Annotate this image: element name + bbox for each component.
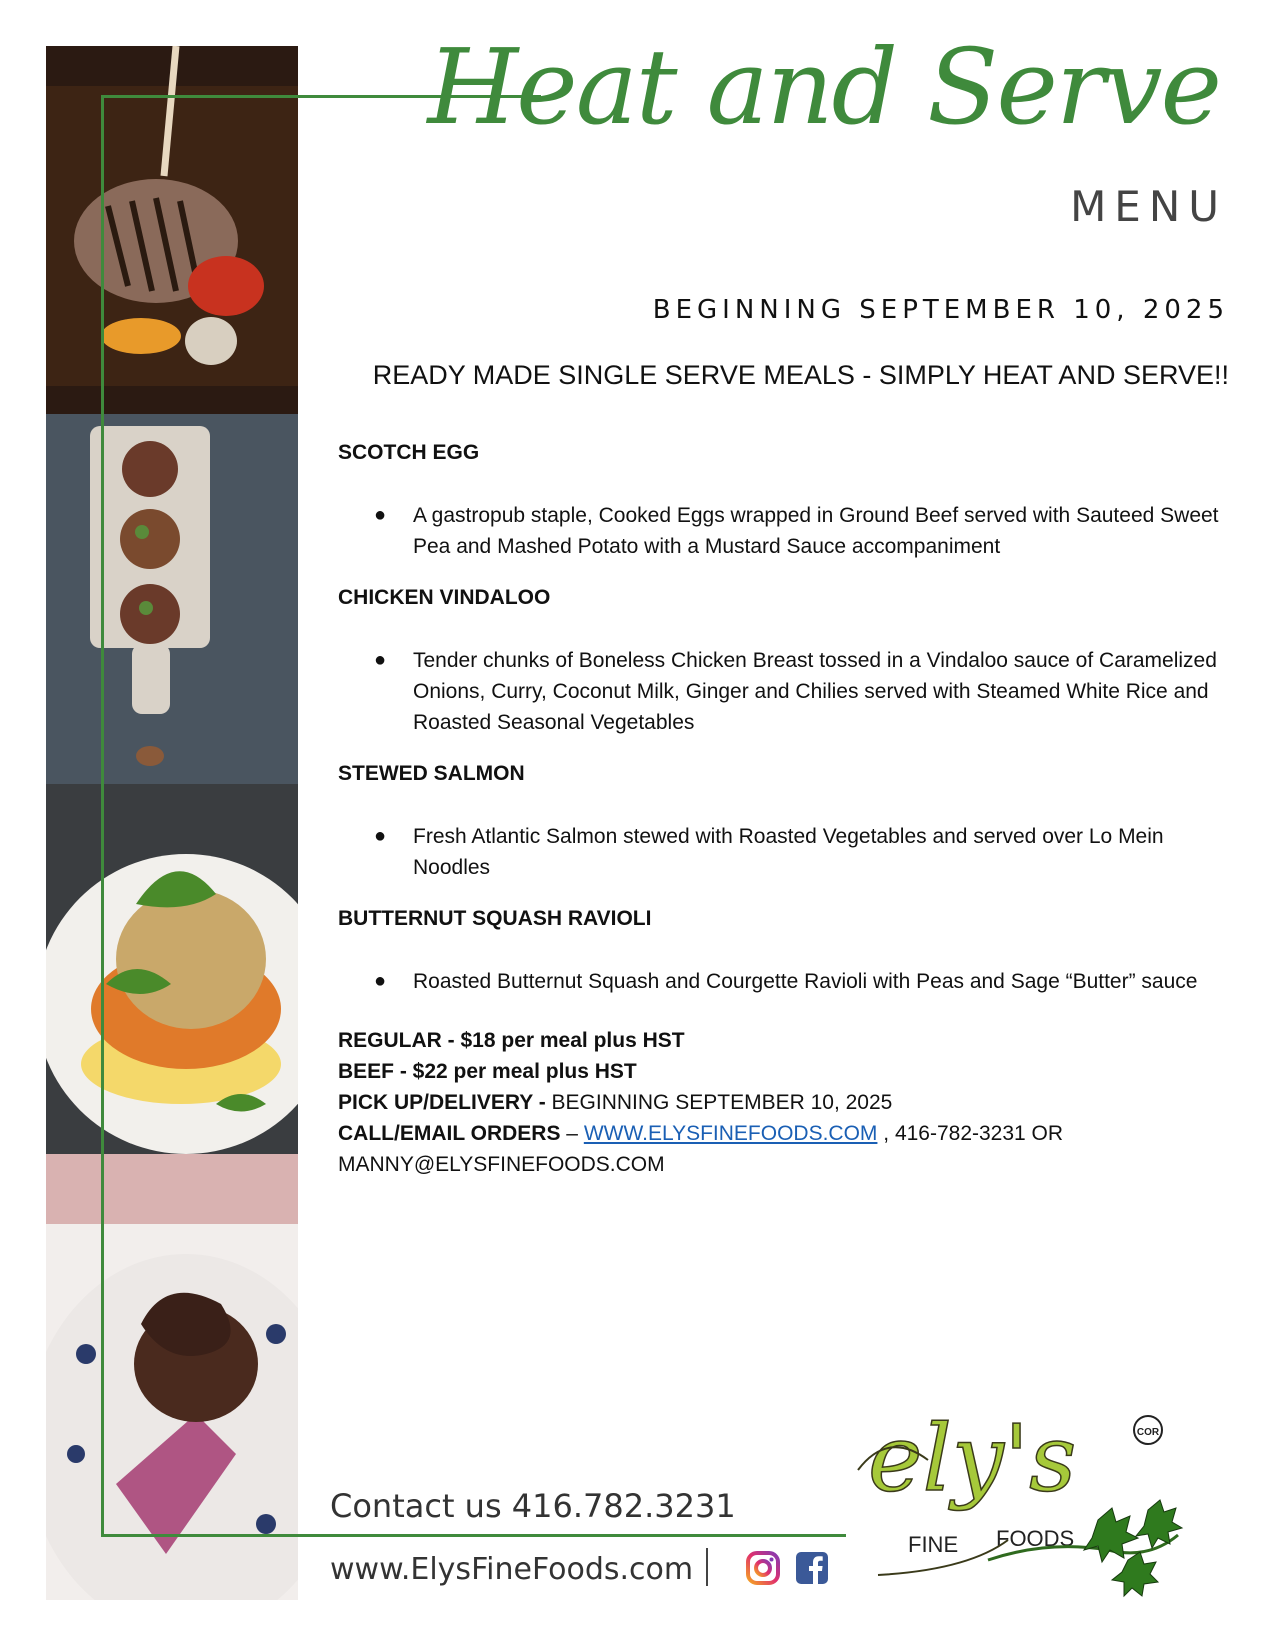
pickup-date: BEGINNING SEPTEMBER 10, 2025 — [545, 1091, 893, 1114]
orders-contact: , 416-782-3231 OR MANNY@ELYSFINEFOODS.COM — [338, 1122, 1064, 1176]
appetizer-board-photo — [46, 414, 298, 784]
regular-price: REGULAR - $18 per meal plus HST — [338, 1029, 685, 1052]
pricing-info — [338, 1025, 1228, 1180]
logo-fine: FINE — [908, 1532, 959, 1557]
beef-price: BEEF - $22 per meal plus HST — [338, 1060, 637, 1083]
menu-item-description: Tender chunks of Boneless Chicken Breast tossed in a Vindaloo sauce of Caramelized Onions, Curry, Coconut Milk, Ginger and Chilies served with Steamed White Rice and Roasted Seasonal Vegetables — [413, 649, 1217, 734]
lamb-chop-photo — [46, 46, 298, 414]
menu-item-name: SCOTCH EGG — [338, 441, 480, 464]
menu-item — [338, 437, 1228, 562]
tagline: READY MADE SINGLE SERVE MEALS - SIMPLY HEAT AND SERVE!! — [372, 360, 1229, 390]
bullet-icon: ● — [374, 649, 387, 671]
menu-item-name: CHICKEN VINDALOO — [338, 586, 551, 609]
frame-line-bottom — [101, 1534, 846, 1537]
stuffed-squash-photo — [46, 784, 298, 1154]
menu-item — [338, 582, 1228, 738]
facebook-icon[interactable] — [794, 1550, 830, 1586]
page-subtitle: MENU — [1070, 182, 1227, 231]
menu-item-description: Fresh Atlantic Salmon stewed with Roasted Vegetables and served over Lo Mein Noodles — [413, 825, 1164, 879]
photo-strip — [46, 46, 298, 1600]
website-link[interactable]: WWW.ELYSFINEFOODS.COM — [583, 1122, 878, 1145]
menu-item-name: STEWED SALMON — [338, 762, 525, 785]
logo-foods: FOODS — [996, 1526, 1075, 1551]
menu-content — [338, 437, 1228, 1180]
menu-item-description: A gastropub staple, Cooked Eggs wrapped in Ground Beef served with Sauteed Sweet Pea and Mashed Potato with a Mustard Sauce accompaniment — [413, 504, 1219, 558]
pickup-label: PICK UP/DELIVERY - — [338, 1091, 546, 1114]
bullet-icon: ● — [374, 825, 387, 847]
menu-item — [338, 903, 1228, 997]
menu-item-description: Roasted Butternut Squash and Courgette Ravioli with Peas and Sage “Butter” sauce — [413, 970, 1198, 993]
orders-dash: – — [560, 1122, 584, 1145]
menu-item-name: BUTTERNUT SQUASH RAVIOLI — [338, 907, 652, 930]
instagram-icon[interactable] — [745, 1550, 781, 1586]
logo-script: ely's — [868, 1405, 1077, 1512]
bullet-icon: ● — [374, 504, 387, 526]
elys-fine-foods-logo — [848, 1400, 1228, 1610]
bullet-icon: ● — [374, 970, 387, 992]
contact-phone: Contact us 416.782.3231 — [330, 1487, 736, 1525]
start-date: BEGINNING SEPTEMBER 10, 2025 — [652, 295, 1229, 325]
logo-badge: COR — [1136, 1427, 1160, 1438]
orders-label: CALL/EMAIL ORDERS — [338, 1122, 561, 1145]
page-title: Heat and Serve — [427, 26, 1220, 148]
menu-item — [338, 758, 1228, 883]
footer-divider — [706, 1548, 708, 1586]
frame-line-vertical — [101, 95, 104, 1537]
footer-website[interactable]: www.ElysFineFoods.com — [330, 1552, 694, 1587]
